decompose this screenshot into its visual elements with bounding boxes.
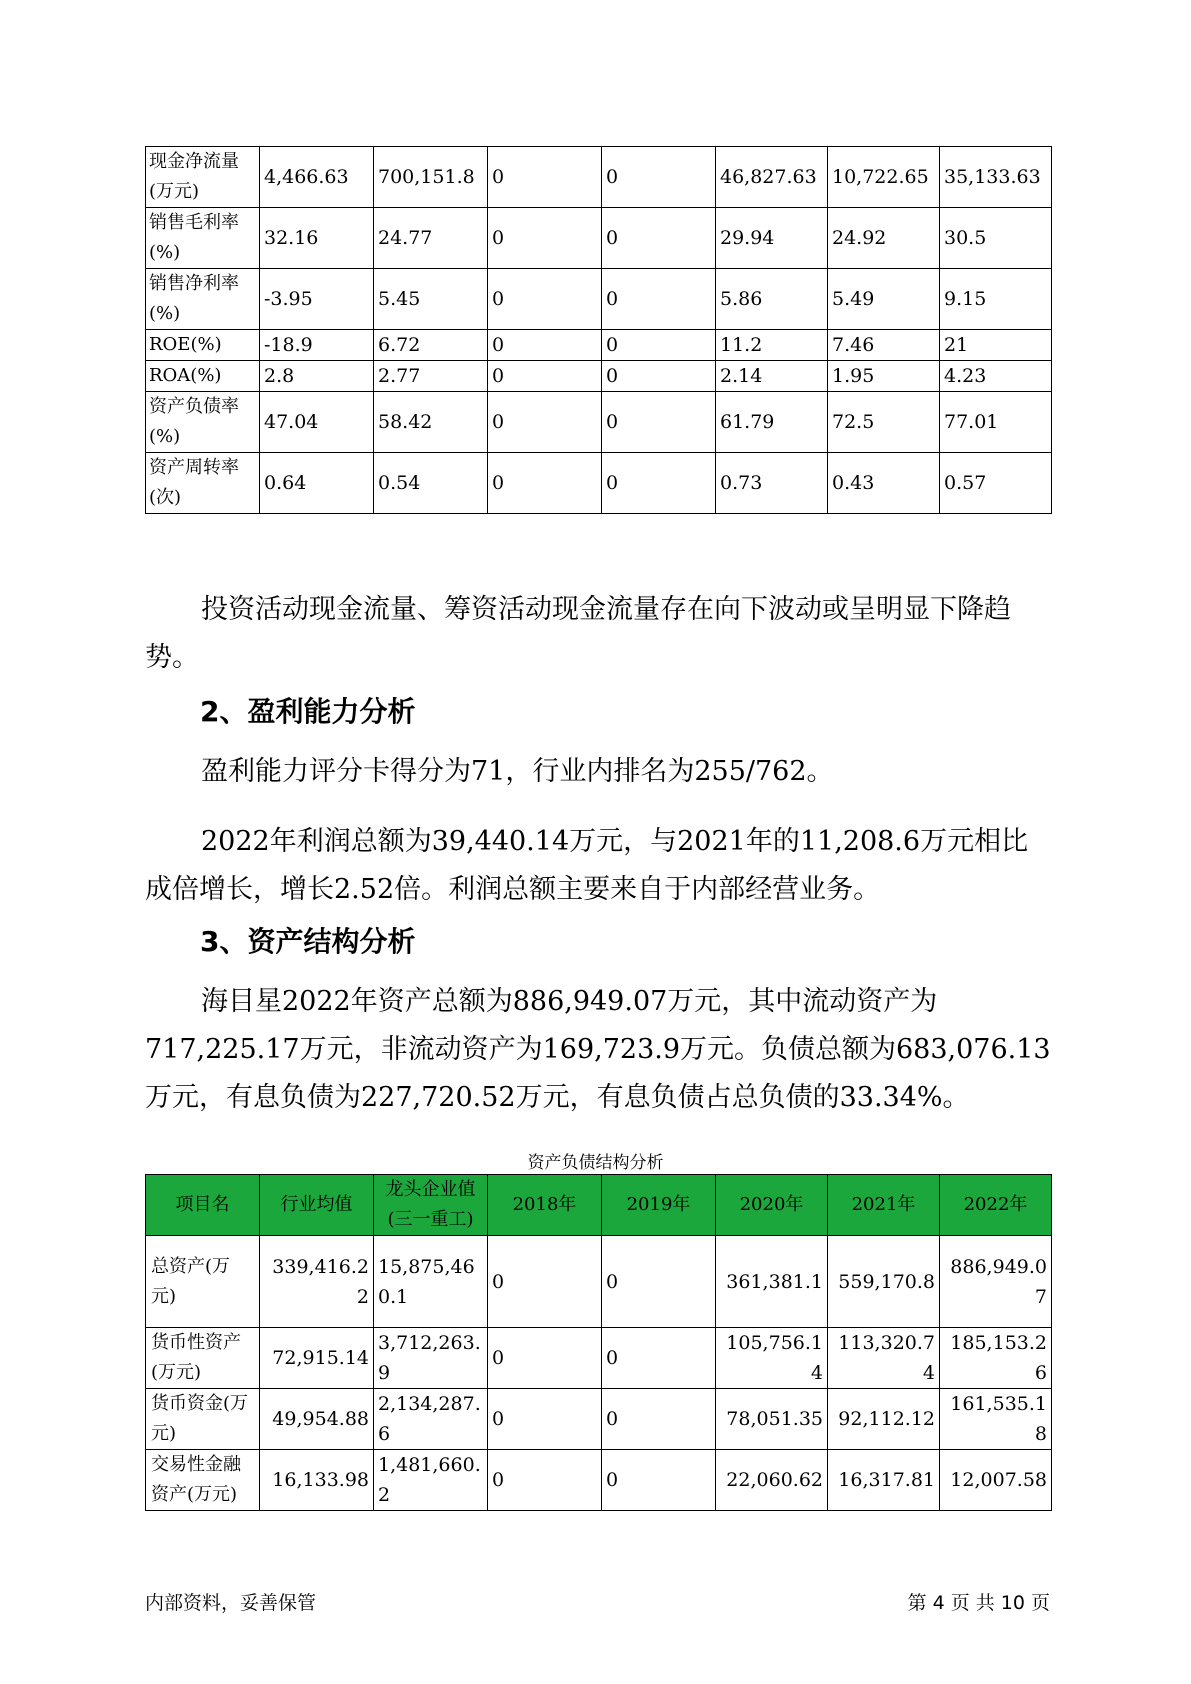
table-cell: 35,133.63 — [940, 147, 1052, 208]
table-cell: 0 — [488, 1450, 602, 1511]
table-row — [146, 1328, 1052, 1389]
table-cell: 700,151.8 — [374, 147, 488, 208]
table-cell: 12,007.58 — [940, 1450, 1052, 1511]
table-cell: 105,756.14 — [716, 1328, 828, 1389]
table-cell: 0 — [488, 453, 602, 514]
table-cell: 24.92 — [828, 208, 940, 269]
table-row — [146, 1389, 1052, 1450]
table-cell: 10,722.65 — [828, 147, 940, 208]
table-row — [146, 330, 1052, 361]
table-cell: 16,133.98 — [260, 1450, 374, 1511]
table-cell: 4.23 — [940, 361, 1052, 392]
row-label: 货币资金(万元) — [146, 1389, 260, 1450]
table-cell: 16,317.81 — [828, 1450, 940, 1511]
table-cell: 29.94 — [716, 208, 828, 269]
table-cell: 6.72 — [374, 330, 488, 361]
table-cell: 72,915.14 — [260, 1328, 374, 1389]
table-row — [146, 147, 1052, 208]
column-header: 2018年 — [488, 1175, 602, 1236]
table-cell: 21 — [940, 330, 1052, 361]
table-cell: 1,481,660.2 — [374, 1450, 488, 1511]
table-cell: 7.46 — [828, 330, 940, 361]
row-label: ROA(%) — [146, 361, 260, 392]
table-cell: 92,112.12 — [828, 1389, 940, 1450]
table-cell: 0 — [602, 453, 716, 514]
table-cell: -3.95 — [260, 269, 374, 330]
table-cell: 0 — [488, 392, 602, 453]
table-cell: 72.5 — [828, 392, 940, 453]
paragraph-profit-score: 盈利能力评分卡得分为71，行业内排名为255/762。 — [201, 756, 834, 787]
table-cell: 886,949.07 — [940, 1236, 1052, 1328]
table-cell: 0 — [488, 361, 602, 392]
table-cell: 0 — [602, 1328, 716, 1389]
column-header: 2021年 — [828, 1175, 940, 1236]
table-cell: 185,153.26 — [940, 1328, 1052, 1389]
column-header: 2020年 — [716, 1175, 828, 1236]
table-row — [146, 208, 1052, 269]
table-cell: 0 — [488, 208, 602, 269]
table-cell: 0 — [488, 147, 602, 208]
table-cell: 22,060.62 — [716, 1450, 828, 1511]
table-cell: 113,320.74 — [828, 1328, 940, 1389]
paragraph-profit-total: 2022年利润总额为39,440.14万元，与2021年的11,208.6万元相比成倍增长，增长2.52倍。利润总额主要来自于内部经营业务。 — [145, 826, 1029, 905]
row-label: 交易性金融资产(万元) — [146, 1450, 260, 1511]
table-cell: 0.64 — [260, 453, 374, 514]
section-heading-asset-structure: 3、资产结构分析 — [200, 925, 416, 958]
table-cell: 78,051.35 — [716, 1389, 828, 1450]
table-cell: 0.57 — [940, 453, 1052, 514]
table-cell: 559,170.8 — [828, 1236, 940, 1328]
table-cell: 0 — [602, 392, 716, 453]
row-label: 货币性资产(万元) — [146, 1328, 260, 1389]
table-cell: 0 — [602, 147, 716, 208]
paragraph-asset-structure: 海目星2022年资产总额为886,949.07万元，其中流动资产为717,225.17万元，非流动资产为169,723.9万元。负债总额为683,076.13万元，有息负债为227,720.52万元，有息负债占总负债的33.34%。 — [145, 986, 1051, 1113]
table-cell: 30.5 — [940, 208, 1052, 269]
table-cell: 4,466.63 — [260, 147, 374, 208]
table-cell: 0 — [602, 330, 716, 361]
table-cell: 0 — [602, 208, 716, 269]
table-caption: 资产负债结构分析 — [527, 1153, 664, 1173]
table-cell: 0.43 — [828, 453, 940, 514]
table-row — [146, 1236, 1052, 1328]
column-header: 行业均值 — [260, 1175, 374, 1236]
table-cell: 0 — [488, 1236, 602, 1328]
financial-ratio-table — [145, 146, 1052, 514]
table-cell: 46,827.63 — [716, 147, 828, 208]
row-label: 销售净利率(%) — [146, 269, 260, 330]
table-cell: 15,875,460.1 — [374, 1236, 488, 1328]
table-cell: 0 — [602, 1450, 716, 1511]
table-cell: 9.15 — [940, 269, 1052, 330]
column-header: 2019年 — [602, 1175, 716, 1236]
table-cell: 2.8 — [260, 361, 374, 392]
table-row — [146, 453, 1052, 514]
footer-confidential-note: 内部资料，妥善保管 — [145, 1592, 317, 1614]
column-header: 项目名 — [146, 1175, 260, 1236]
table-cell: 1.95 — [828, 361, 940, 392]
table-cell: 0 — [602, 361, 716, 392]
table-cell: 2.77 — [374, 361, 488, 392]
table-cell: 11.2 — [716, 330, 828, 361]
table-cell: 0.73 — [716, 453, 828, 514]
row-label: 资产负债率(%) — [146, 392, 260, 453]
row-label: 销售毛利率(%) — [146, 208, 260, 269]
column-header: 龙头企业值(三一重工) — [374, 1175, 488, 1236]
paragraph-cashflow: 投资活动现金流量、筹资活动现金流量存在向下波动或呈明显下降趋势。 — [145, 594, 1011, 673]
footer-page-number: 第 4 页 共 10 页 — [907, 1592, 1050, 1614]
table-cell: 5.49 — [828, 269, 940, 330]
table-cell: 24.77 — [374, 208, 488, 269]
table-cell: 2,134,287.6 — [374, 1389, 488, 1450]
row-label: 资产周转率(次) — [146, 453, 260, 514]
table-cell: 0 — [488, 1328, 602, 1389]
table-cell: 0 — [602, 1389, 716, 1450]
table-cell: 361,381.1 — [716, 1236, 828, 1328]
table-cell: 5.45 — [374, 269, 488, 330]
asset-liability-table — [145, 1174, 1052, 1511]
table-cell: 77.01 — [940, 392, 1052, 453]
table-row — [146, 1450, 1052, 1511]
section-heading-profitability: 2、盈利能力分析 — [200, 695, 416, 728]
table-cell: 49,954.88 — [260, 1389, 374, 1450]
table-cell: -18.9 — [260, 330, 374, 361]
table-cell: 0.54 — [374, 453, 488, 514]
table-cell: 32.16 — [260, 208, 374, 269]
row-label: 总资产(万元) — [146, 1236, 260, 1328]
table-header-row — [146, 1175, 1052, 1236]
table-cell: 3,712,263.9 — [374, 1328, 488, 1389]
table-cell: 0 — [602, 269, 716, 330]
table-cell: 0 — [488, 269, 602, 330]
row-label: 现金净流量(万元) — [146, 147, 260, 208]
table-cell: 0 — [488, 330, 602, 361]
table-cell: 5.86 — [716, 269, 828, 330]
table-row — [146, 269, 1052, 330]
table-cell: 2.14 — [716, 361, 828, 392]
table-cell: 339,416.22 — [260, 1236, 374, 1328]
table-row — [146, 361, 1052, 392]
table-cell: 58.42 — [374, 392, 488, 453]
column-header: 2022年 — [940, 1175, 1052, 1236]
row-label: ROE(%) — [146, 330, 260, 361]
table-row — [146, 392, 1052, 453]
table-cell: 61.79 — [716, 392, 828, 453]
table-cell: 47.04 — [260, 392, 374, 453]
table-cell: 0 — [488, 1389, 602, 1450]
table-cell: 0 — [602, 1236, 716, 1328]
table-cell: 161,535.18 — [940, 1389, 1052, 1450]
